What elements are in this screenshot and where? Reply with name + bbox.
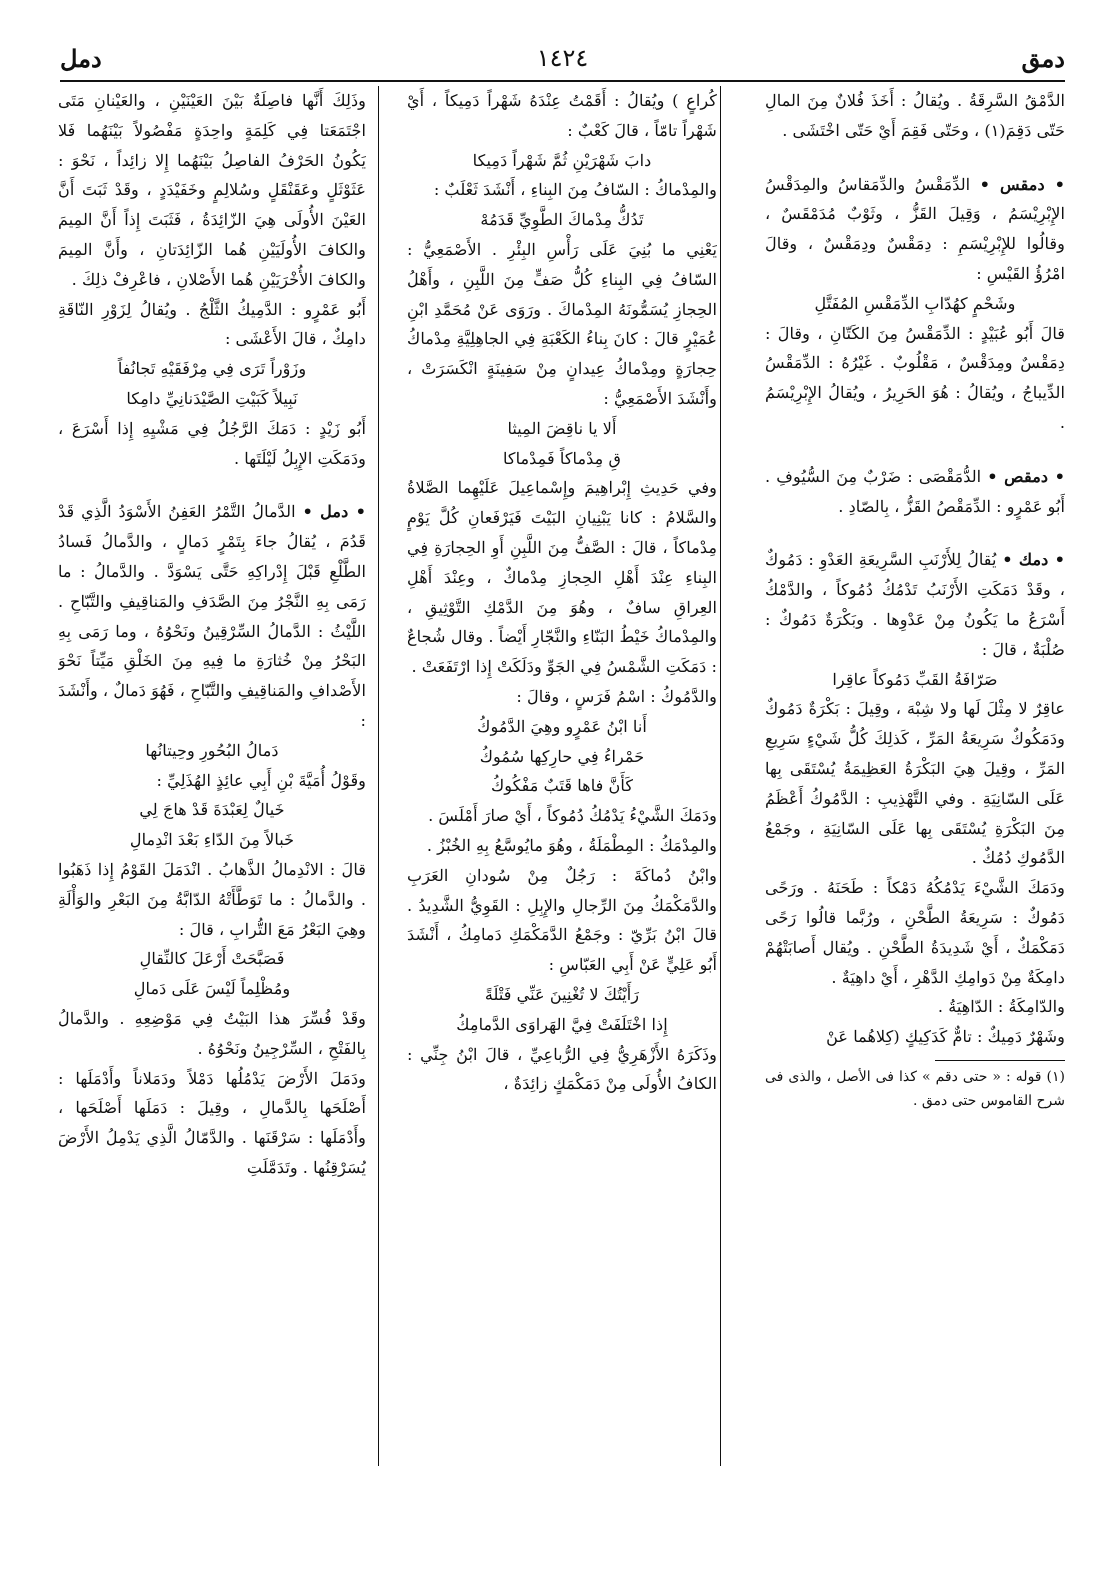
paragraph: أَبُو زَيْدٍ : دَمَكَ الرَّجُلُ فِي مَشْيِهِ إِذا أَسْرَعَ ، ودَمَكَتِ الإِبِلُ لَيْلَتَها . — [58, 418, 366, 468]
entry-text: يُقالُ لِلأَرْنَبِ السَّرِيعَةِ العَدْوِ : دَمُوكٌ ، وقَدْ دَمَكَتِ الأَرْنَبُ تَدْمُكُ دُمُوكاً ، والدَّمْكُ أَسْرَعُ ما يَكُونُ مِنْ عَدْوِها . وبَكْرَةٌ دَمُوكٌ : صُلْبَةٌ ، قالَ : — [765, 550, 1065, 659]
verse: كَأَنَّ فاها قَتَبٌ مَفْكُوكُ — [490, 776, 634, 796]
paragraph: وقَدْ فُسِّرَ هذا البَيْتُ فِي مَوْضِعِهِ . والدَّمالُ بِالفَتْحِ ، السِّرْجِينُ ونَحْوُهُ . — [58, 1008, 366, 1058]
column-separator — [378, 86, 379, 1466]
paragraph: وذَلِكَ أَنَّها فاصِلَةٌ بَيْنَ العَيْنَيْنِ ، والعَيْنانِ مَتَى اجْتَمَعَتا فِي كَلِمَةٍ واحِدَةٍ مَفْصُولاً بَيْنَهُما فَلا يَكُونُ الحَرْفُ الفاصِلُ بَيْنَهُما إِلا زائِداً ، نَحْوَ : عَثَوْثَلٍ وعَقَنْقَلٍ وسُلالِمٍ وخَفَيْدَدٍ ، وقَدْ ثَبَتَ أَنَّ العَيْنَ الأُولَى هِيَ الزّائِدَةُ ، فَثَبَتَ إِذاً أَنَّ المِيمَ والكافَ الأُولَيَيْنِ هُما الزّائِدَتانِ ، وأَنَّ المِيمَ والكافَ الأُخْرَيَيْنِ هُما الأَصْلانِ ، فاعْرِفْ ذلِكَ . — [58, 91, 366, 289]
header-rule — [60, 80, 1065, 82]
header-left-word: دمل — [60, 44, 102, 73]
entry-damqas — [765, 170, 1065, 289]
footnote: (١) قوله : « حتى دقم » كذا فى الأصل ، والذى فى شرح القاموس حتى دمق . — [765, 1068, 1065, 1109]
verse: خَيالٌ لِعَبْدَةَ قَدْ هاجَ لِي — [139, 800, 285, 820]
entry-damal — [58, 497, 366, 735]
paragraph: وابْنُ دُماكَةَ : رَجُلٌ مِنْ سُودانِ العَرَبِ والدَّمَكْمَكُ مِنَ الرِّجالِ والإِبِلِ : القَوِيُّ الشَّدِيدُ . قالَ ابْنُ بَرِّيّ : وجَمْعُ الدَّمَكْمَكِ دَمامِكُ ، أَنْشَدَ أَبُو عَلِيٍّ عَنْ أَبِي العَبّاسِ : — [407, 865, 717, 975]
paragraph: والمِدْمَكُ : المِطْمَلَةُ ، وهُوَ مايُوسَّعُ بِهِ الخُبْزُ . — [426, 835, 717, 855]
paragraph: وشَهْرٌ دَمِيكٌ : تامٌّ كَدَكِيكٍ (كِلاهُما عَنْ — [826, 1027, 1065, 1047]
verse: دَمالُ البُحُورِ وحِيتانُها — [145, 740, 279, 760]
verse: فَصَبَّحَتْ أَرْعَلَ كالنِّقالِ — [139, 949, 285, 969]
headword: • دمقس • — [979, 174, 1065, 194]
column-middle — [407, 86, 717, 1466]
verse: وزَوْراً تَرَى فِي مِرْفَقَيْهِ تَجانُفاً — [117, 359, 307, 379]
paragraph: عاقِرٌ لا مِثْلَ لَها ولا شِبْهَ ، وقِيلَ : بَكْرَةٌ دَمُوكٌ ودَمَكُوكٌ سَرِيعَةُ المَرِّ ، كَذلِكَ كُلُّ شَيْءٍ سَرِيعِ المَرِّ ، وقِيلَ هِيَ البَكْرَةُ العَظِيمَةُ يُسْتَقَى بِها عَلَى السّانِيَةِ . وفي التَّهْذِيبِ : الدَّمُوكُ أَعْظَمُ مِنَ البَكْرَةِ يُسْتَقَى بِها عَلَى السّانِيَةِ ، وجَمْعُ الدَّمُوكِ دُمُكٌ . — [765, 699, 1065, 868]
verse: دابَ شَهْرَيْنِ ثُمَّ شَهْراً دَمِيكا — [472, 150, 652, 170]
header-right-word: دمق — [1021, 44, 1065, 73]
page-number: ١٤٢٤ — [536, 44, 589, 72]
paragraph: والدَّمُوكُ : اسْمُ فَرَسٍ ، وقالَ : — [516, 686, 717, 706]
verse: تَدُكُّ مِدْماكَ الطَّوِيِّ قَدَمُهْ — [480, 210, 644, 230]
column-right — [765, 86, 1065, 1466]
entry-text: الدِّمَقْسُ والدِّمَقاسُ والمِدَقْسُ الإِبْرِيْسَمُ ، وَقِيلَ القَزُّ ، وثَوْبٌ مُدَمْقَسٌ ، وقالُوا للإِبْرِيْسَمِ : دِمَقْسٌ ودِمَقْسٌ ، وقالَ امْرُؤُ القَيْسِ : — [765, 174, 1065, 283]
paragraph: ودَمَلَ الأَرْضَ يَدْمُلُها دَمْلاً ودَمَلاناً وأَدْمَلَها : أَصْلَحَها بِالدَّمالِ ، وقِيلَ : دَمَلَها أَصْلَحَها ، وأَدْمَلَها : سَرْقَنَها . والدَّمّالُ الَّذِي يَدْمِلُ الأَرْضَ يُسَرْقِنُها . وتَدَمَّلَتِ — [58, 1068, 366, 1177]
paragraph: قالَ : الانْدِمالُ الذَّهابُ . انْدَمَلَ القَوْمُ إِذا ذَهَبُوا . والدَّمالُ : ما تَوَطَّأَتْهُ الدّابَّةُ مِنَ البَعْرِ والوَأْلَةِ وهِيَ البَعْرُ مَعَ التُّرابِ ، قالَ : — [58, 859, 366, 939]
entry-text: الدُّمَقْصَى : ضَرْبٌ مِنَ السُّيُوفِ . أَبُو عَمْرٍو : الدِّمَقْصُ القَزُّ ، بِالصّادِ . — [765, 466, 1065, 516]
paragraph: وفي حَدِيثِ إِبْراهِيمَ وإِسْماعِيلَ عَلَيْهِما الصَّلاةُ والسَّلامُ : كانا يَبْنِيانِ البَيْتَ فَيَرْفَعانِ كُلَّ يَوْمٍ مِدْماكاً ، قالَ : الصَّفُّ مِنَ اللَّبِنِ أَوِ الحِجارَةِ فِي البِناءِ عِنْدَ أَهْلِ الحِجازِ مِدْماكٌ ، وعِنْدَ أَهْلِ العِراقِ سافٌ ، وهُوَ مِنَ الدَّمْكِ التَّوْثِيقِ ، والمِدْماكُ خَيْطُ البَنّاءِ والنَّجّارِ أَيْضاً . وقال شُجاعٌ : دَمَكَتِ الشَّمْسُ فِي الجَوِّ ودَلَكَتْ إِذا ارْتَفَعَتْ . — [407, 478, 717, 677]
paragraph: أَبُو عَمْرٍو : الدَّمِيكُ الثَّلْجُ . ويُقالُ لِزَوْرِ النّاقَةِ دامِكٌ ، قالَ الأَعْشَى : — [58, 299, 366, 349]
entry-text: الدَّمالُ التَّمْرُ العَفِنُ الأَسْوَدُ الَّذِي قَدْ قَدُمَ ، يُقالُ جاءَ بِتَمْرٍ دَمالٍ ، والدَّمالُ فَسادُ الطَّلْعِ قَبْلَ إِدْراكِهِ حَتَّى يَسْوَدَّ . والدَّمالُ : ما رَمَى بِهِ النَّجْرُ مِنَ الصَّدَفِ والمَناقِيفِ والتَّبّاحِ . اللَّيْثُ : الدَّمالُ السِّرْقِينُ ونَحْوُهُ ، وما رَمَى بِهِ البَحْرُ مِنْ خُثارَةِ ما فِيهِ مِنَ الخَلْقِ مَيِّتاً نَحْوَ الأَصْدافِ والمَناقِيفِ والتَّبّاحِ ، فَهُوَ دَمالٌ ، وأَنْشَدَ : — [58, 502, 366, 730]
paragraph: والدّامِكَةُ : الدّاهِيَةُ . — [937, 997, 1065, 1017]
paragraph: ودَمَكَ الشَّيْءُ يَدْمُكُ دُمُوكاً ، أَيْ صارَ أَمْلَسَ . — [428, 806, 717, 826]
verse: نَبِيلاً كَبَيْتِ الصَّيْدَنانِيِّ دامِكا — [126, 388, 298, 408]
verse: أَلا يا ناقِضَ المِيثا — [507, 418, 617, 438]
paragraph: والمِدْماكُ : السّافُ مِنَ البِناءِ ، أَنْشَدَ ثَعْلَبٌ : — [433, 180, 717, 200]
paragraph: ودَمَكَ الشَّيْءَ يَدْمُكُهُ دَمْكاً : طَحَنَهُ . ورَحًى دَمُوكٌ : سَرِيعَةُ الطَّحْنِ ، ورُبَّما قالُوا رَحًى دَمَكْمَكٌ ، أَيْ شَدِيدَةُ الطَّحْنِ . ويُقال أَصابَتْهُمْ دامِكَةٌ مِنْ دَوامِكِ الدَّهْرِ ، أَيْ داهِيَةٌ . — [765, 878, 1065, 987]
verse: حَمْراءُ فِي حارِكِها سُمُوكُ — [479, 746, 645, 766]
page-header — [60, 44, 1065, 78]
entry-damqas-sad — [765, 462, 1065, 522]
headword: • دمل • — [302, 502, 366, 522]
paragraph: وقَوْلُ أُمَيَّةَ بْنِ أَبِي عائِذٍ الهُذَلِيِّ : — [156, 770, 366, 790]
verse: قِ مِدْماكاً فَمِدْماكا — [502, 448, 622, 468]
paragraph: يَعْنِي ما بُنِيَ عَلَى رَأْسِ البِئْرِ . الأَصْمَعِيُّ : السّافُ فِي البِناءِ كُلُّ صَفٍّ مِنَ اللَّبِنِ ، وأَهْلُ الحِجازِ يُسَمُّونَهُ المِدْماكَ . ورَوَى عَنْ مُحَمَّدِ ابْنِ عُمَيْرٍ قالَ : كانَ بِناءُ الكَعْبَةِ فِي الجاهِلِيَّةِ مِدْماكُ حِجارَةٍ ومِدْماكُ عِيدانٍ مِنْ سَفِينَةٍ انْكَسَرَتْ ، وأَنْشَدَ الأَصْمَعِيُّ : — [407, 239, 717, 408]
verse: خَبالاً مِنَ الدّاءِ بَعْدَ انْدِمالِ — [129, 830, 295, 850]
verse: أَنا ابْنُ عَمْرٍو وهِيَ الدَّمُوكُ — [477, 716, 647, 736]
paragraph: كُراعٍ ) ويُقالُ : أَقَمْتُ عِنْدَهُ شَهْراً دَمِيكاً ، أَيْ شَهْراً تامّاً ، قالَ كَعْبٌ : — [407, 91, 717, 140]
paragraph: وذَكَرَهُ الأَزْهَرِيُّ فِي الرُّباعِيِّ ، قالَ ابْنُ جِنِّي : الكافُ الأُولَى مِنْ دَمَكْمَكٍ زائِدَةٌ ، — [407, 1044, 717, 1094]
verse: رَأَيْتُكَ لا تُغْنِينَ عَنِّي فَتْلَةً — [484, 984, 640, 1004]
footnote-rule — [935, 1060, 1065, 1061]
column-separator — [720, 86, 721, 1466]
headword: • دمك • — [1002, 550, 1065, 570]
headword: • دمقص • — [987, 466, 1065, 486]
column-left — [58, 86, 366, 1466]
verse: إِذا اخْتَلَفَتْ فِيَّ الهَراوَى الدَّمامِكُ — [456, 1014, 668, 1034]
paragraph: الدَّمْقُ السَّرِقَةُ . ويُقالُ : أَخَذَ فُلانٌ مِنَ المالِ حَتّى دَقِمَ(١) ، وحَتّى فَقِمَ أَيْ حَتّى اخْتَشَى . — [765, 91, 1065, 140]
verse: صَرّافَةُ القَبِّ دَمُوكاً عاقِرا — [832, 669, 998, 689]
verse: وشَحْمٍ كهُدّابِ الدِّمَقْسِ المُفَتَّلِ — [814, 293, 1016, 313]
verse: ومُظْلِماً لَيْسَ عَلَى دَمالِ — [133, 979, 291, 999]
entry-damak — [765, 545, 1065, 664]
paragraph: قالَ أَبُو عُبَيْدٍ : الدِّمَقْسُ مِنَ الكَتّانِ ، وقالَ : دِمَقْسٌ ومِدَقْسٌ ، مَقْلُوبٌ . غَيْرُهُ : الدِّمَقْسُ الدِّيباجُ ، ويُقالُ : هُوَ الحَرِيرُ ، ويُقالُ الإِبْرِيْسَمُ . — [765, 323, 1065, 432]
